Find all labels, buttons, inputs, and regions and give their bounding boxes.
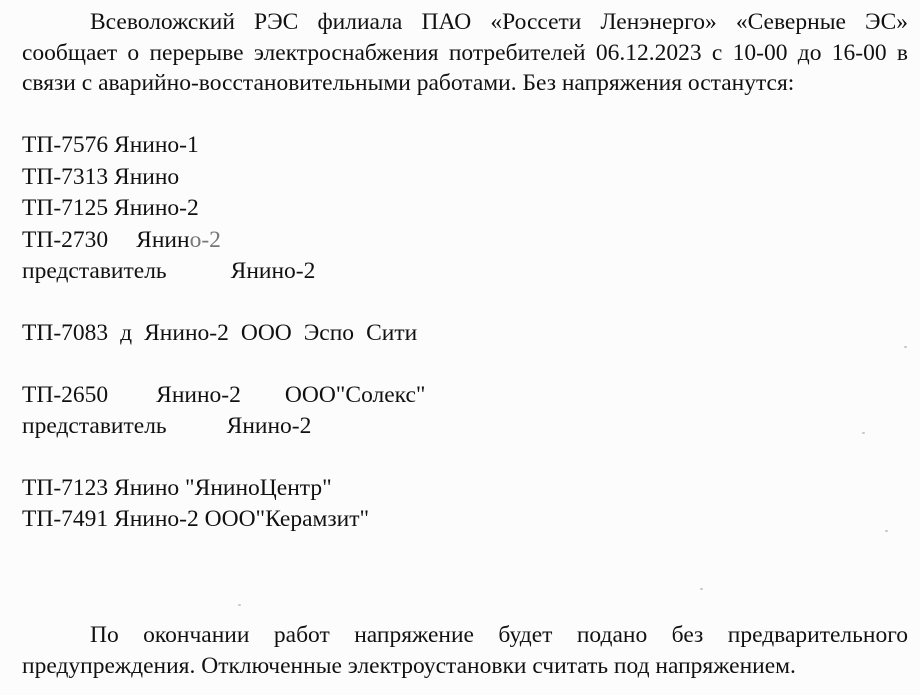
outro-paragraph xyxy=(22,620,908,681)
substation-line-1: ТП-7576 Янино-1 xyxy=(22,132,199,158)
location-text: Янино-2 xyxy=(230,258,316,284)
intro-text: Всеволожский РЭС филиала ПАО «Россети Ленэнерго» «Северные ЭС» сообщает о перерыве электроснабжения потребителей 06.12.2023 с 10-00 до 16-00 в связи с аварийно-восстановительными работами. Без напряжения останутся: xyxy=(22,9,908,96)
list-item xyxy=(22,411,311,441)
org-name-text: Сити xyxy=(366,320,418,346)
org-type-text: ООО xyxy=(240,320,292,346)
substation-line-3: ТП-7125 Янино-2 xyxy=(22,195,199,221)
list-item xyxy=(22,380,426,410)
location-text: Янино-2 xyxy=(144,320,229,346)
list-item xyxy=(22,473,332,503)
scan-speck xyxy=(238,604,241,606)
substation-line-9: ТП-7123 Янино "ЯниноЦентр" xyxy=(22,475,332,501)
representative-label: представитель xyxy=(22,258,167,284)
scan-speck xyxy=(700,588,703,590)
substation-code: ТП-7083 xyxy=(22,320,109,346)
outro-text: По окончании работ напряжение будет подано без предварительного предупреждения. Отключенные электроустановки считать под напряжением. xyxy=(22,622,908,679)
substation-code: ТП-2730 xyxy=(22,227,109,253)
list-item xyxy=(22,504,369,534)
substation-line-10: ТП-7491 Янино-2 ООО"Керамзит" xyxy=(22,506,370,532)
org-name-text: ООО"Солекс" xyxy=(284,382,426,408)
substation-code: ТП-2650 xyxy=(22,382,109,408)
representative-label: представитель xyxy=(22,413,167,439)
intro-paragraph xyxy=(22,7,908,99)
list-item xyxy=(22,162,179,192)
org-name-text: Эспо xyxy=(303,320,355,346)
scan-speck xyxy=(904,346,907,348)
list-item xyxy=(22,130,199,160)
location-text: Янино-2 xyxy=(156,382,241,408)
scan-speck xyxy=(862,432,865,434)
location-text-faded: о-2 xyxy=(189,227,221,253)
scan-speck xyxy=(885,530,888,532)
substation-line-2: ТП-7313 Янино xyxy=(22,164,180,190)
list-item xyxy=(22,318,417,348)
location-text: Янино-2 xyxy=(226,413,312,439)
list-item xyxy=(22,256,315,286)
list-item xyxy=(22,225,221,255)
location-text: Янин xyxy=(136,227,190,253)
list-item xyxy=(22,193,199,223)
prefix-text: д xyxy=(120,320,133,346)
